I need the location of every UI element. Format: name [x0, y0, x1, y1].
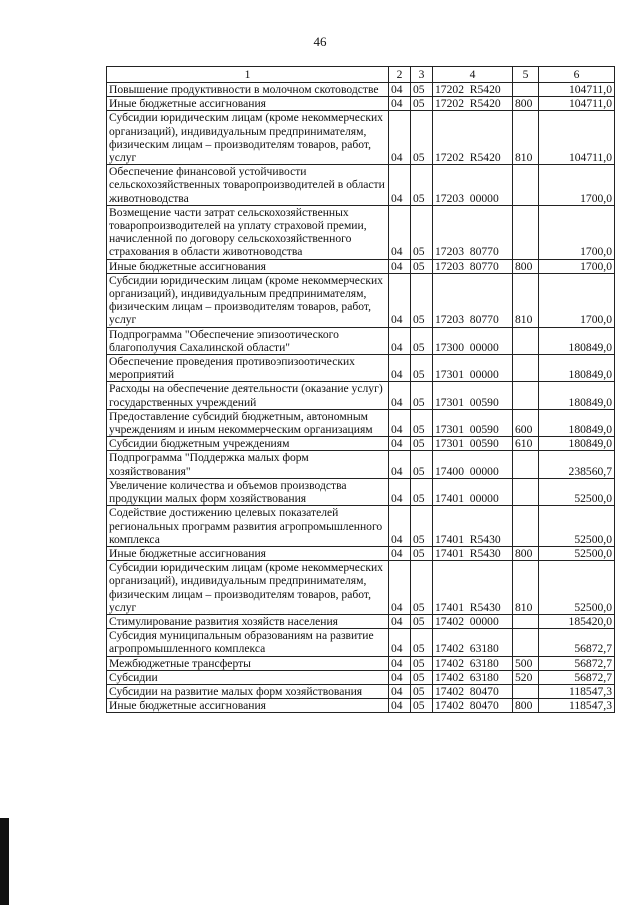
subsection-cell: 05: [411, 205, 433, 259]
section-cell: 04: [389, 684, 411, 698]
target-article-cell: 17203 80770: [433, 259, 513, 273]
expense-type-cell: [513, 629, 539, 656]
amount-cell: 52500,0: [539, 546, 615, 560]
table-row: [107, 546, 615, 560]
section-cell: 04: [389, 83, 411, 97]
target-article-cell: 17300 00000: [433, 327, 513, 354]
name-cell: Субсидии: [107, 670, 389, 684]
amount-cell: 1700,0: [539, 259, 615, 273]
table-row: [107, 656, 615, 670]
amount-cell: 56872,7: [539, 656, 615, 670]
budget-table: [106, 66, 615, 713]
name-cell: Субсидии бюджетным учреждениям: [107, 437, 389, 451]
table-row: [107, 506, 615, 547]
table-row: [107, 684, 615, 698]
table-row: [107, 165, 615, 206]
name-cell: Содействие достижению целевых показателей региональных программ развития агропромышленного комплекса: [107, 506, 389, 547]
target-article-cell: 17402 80470: [433, 699, 513, 713]
section-cell: 04: [389, 670, 411, 684]
table-row: [107, 355, 615, 382]
section-cell: 04: [389, 259, 411, 273]
section-cell: 04: [389, 699, 411, 713]
subsection-cell: 05: [411, 478, 433, 505]
section-cell: 04: [389, 506, 411, 547]
column-header-6: 6: [539, 67, 615, 83]
target-article-cell: 17401 00000: [433, 478, 513, 505]
table-row: [107, 259, 615, 273]
section-cell: 04: [389, 97, 411, 111]
name-cell: Субсидии юридическим лицам (кроме некоммерческих организаций), индивидуальным предпринимателям, физическим лицам – производителям товаров, работ, услуг: [107, 111, 389, 165]
expense-type-cell: 810: [513, 561, 539, 615]
section-cell: 04: [389, 546, 411, 560]
name-cell: Иные бюджетные ассигнования: [107, 699, 389, 713]
amount-cell: 1700,0: [539, 273, 615, 327]
target-article-cell: 17301 00590: [433, 382, 513, 409]
amount-cell: 56872,7: [539, 670, 615, 684]
table-body: [107, 83, 615, 713]
section-cell: 04: [389, 656, 411, 670]
expense-type-cell: [513, 205, 539, 259]
amount-cell: 52500,0: [539, 478, 615, 505]
target-article-cell: 17401 R5430: [433, 561, 513, 615]
subsection-cell: 05: [411, 656, 433, 670]
name-cell: Субсидия муниципальным образованиям на развитие агропромышленного комплекса: [107, 629, 389, 656]
name-cell: Обеспечение финансовой устойчивости сельскохозяйственных товаропроизводителей в области животноводства: [107, 165, 389, 206]
expense-type-cell: [513, 83, 539, 97]
table-row: [107, 670, 615, 684]
section-cell: 04: [389, 437, 411, 451]
subsection-cell: 05: [411, 451, 433, 478]
expense-type-cell: 800: [513, 97, 539, 111]
target-article-cell: 17401 R5430: [433, 506, 513, 547]
name-cell: Межбюджетные трансферты: [107, 656, 389, 670]
subsection-cell: 05: [411, 614, 433, 628]
expense-type-cell: 810: [513, 273, 539, 327]
table-row: [107, 327, 615, 354]
table-row: [107, 451, 615, 478]
amount-cell: 104711,0: [539, 83, 615, 97]
amount-cell: 180849,0: [539, 327, 615, 354]
section-cell: 04: [389, 409, 411, 436]
subsection-cell: 05: [411, 382, 433, 409]
subsection-cell: 05: [411, 506, 433, 547]
expense-type-cell: 800: [513, 546, 539, 560]
section-cell: 04: [389, 111, 411, 165]
subsection-cell: 05: [411, 437, 433, 451]
amount-cell: 118547,3: [539, 699, 615, 713]
expense-type-cell: 800: [513, 699, 539, 713]
name-cell: Субсидии юридическим лицам (кроме некоммерческих организаций), индивидуальным предпринимателям, физическим лицам – производителям товаров, работ, услуг: [107, 561, 389, 615]
table-row: [107, 111, 615, 165]
margin-scan-mark: [0, 818, 9, 905]
expense-type-cell: 520: [513, 670, 539, 684]
table-row: [107, 205, 615, 259]
expense-type-cell: [513, 684, 539, 698]
amount-cell: 180849,0: [539, 382, 615, 409]
name-cell: Иные бюджетные ассигнования: [107, 259, 389, 273]
section-cell: 04: [389, 273, 411, 327]
amount-cell: 1700,0: [539, 205, 615, 259]
expense-type-cell: [513, 451, 539, 478]
name-cell: Возмещение части затрат сельскохозяйственных товаропроизводителей на уплату страховой премии, начисленной по договору сельскохозяйственного страхования в области животноводства: [107, 205, 389, 259]
target-article-cell: 17400 00000: [433, 451, 513, 478]
expense-type-cell: 610: [513, 437, 539, 451]
expense-type-cell: [513, 478, 539, 505]
name-cell: Стимулирование развития хозяйств населения: [107, 614, 389, 628]
expense-type-cell: [513, 382, 539, 409]
target-article-cell: 17202 R5420: [433, 97, 513, 111]
amount-cell: 180849,0: [539, 355, 615, 382]
target-article-cell: 17203 80770: [433, 273, 513, 327]
subsection-cell: 05: [411, 259, 433, 273]
section-cell: 04: [389, 382, 411, 409]
amount-cell: 52500,0: [539, 506, 615, 547]
name-cell: Подпрограмма "Обеспечение эпизоотического благополучия Сахалинской области": [107, 327, 389, 354]
section-cell: 04: [389, 629, 411, 656]
table-row: [107, 478, 615, 505]
expense-type-cell: [513, 355, 539, 382]
expense-type-cell: 810: [513, 111, 539, 165]
table-row: [107, 437, 615, 451]
target-article-cell: 17301 00590: [433, 409, 513, 436]
section-cell: 04: [389, 327, 411, 354]
amount-cell: 180849,0: [539, 437, 615, 451]
table-row: [107, 629, 615, 656]
section-cell: 04: [389, 355, 411, 382]
target-article-cell: 17301 00590: [433, 437, 513, 451]
name-cell: Повышение продуктивности в молочном скотоводстве: [107, 83, 389, 97]
name-cell: Иные бюджетные ассигнования: [107, 546, 389, 560]
target-article-cell: 17402 80470: [433, 684, 513, 698]
expense-type-cell: 600: [513, 409, 539, 436]
section-cell: 04: [389, 451, 411, 478]
amount-cell: 56872,7: [539, 629, 615, 656]
table-row: [107, 561, 615, 615]
expense-type-cell: [513, 327, 539, 354]
column-header-1: 1: [107, 67, 389, 83]
subsection-cell: 05: [411, 165, 433, 206]
subsection-cell: 05: [411, 273, 433, 327]
amount-cell: 104711,0: [539, 111, 615, 165]
page-number: 46: [313, 34, 327, 49]
subsection-cell: 05: [411, 546, 433, 560]
subsection-cell: 05: [411, 699, 433, 713]
table-row: [107, 83, 615, 97]
target-article-cell: 17202 R5420: [433, 83, 513, 97]
column-header-3: 3: [411, 67, 433, 83]
table-row: [107, 97, 615, 111]
section-cell: 04: [389, 478, 411, 505]
amount-cell: 52500,0: [539, 561, 615, 615]
expense-type-cell: 500: [513, 656, 539, 670]
subsection-cell: 05: [411, 670, 433, 684]
subsection-cell: 05: [411, 629, 433, 656]
column-header-5: 5: [513, 67, 539, 83]
subsection-cell: 05: [411, 684, 433, 698]
amount-cell: 118547,3: [539, 684, 615, 698]
expense-type-cell: [513, 506, 539, 547]
amount-cell: 238560,7: [539, 451, 615, 478]
subsection-cell: 05: [411, 409, 433, 436]
name-cell: Субсидии юридическим лицам (кроме некоммерческих организаций), индивидуальным предпринимателям, физическим лицам – производителям товаров, работ, услуг: [107, 273, 389, 327]
table-row: [107, 409, 615, 436]
amount-cell: 185420,0: [539, 614, 615, 628]
target-article-cell: 17402 63180: [433, 629, 513, 656]
expense-type-cell: 800: [513, 259, 539, 273]
name-cell: Иные бюджетные ассигнования: [107, 97, 389, 111]
target-article-cell: 17402 63180: [433, 656, 513, 670]
target-article-cell: 17203 00000: [433, 165, 513, 206]
subsection-cell: 05: [411, 83, 433, 97]
target-article-cell: 17402 00000: [433, 614, 513, 628]
target-article-cell: 17402 63180: [433, 670, 513, 684]
subsection-cell: 05: [411, 97, 433, 111]
name-cell: Обеспечение проведения противоэпизоотических мероприятий: [107, 355, 389, 382]
subsection-cell: 05: [411, 111, 433, 165]
section-cell: 04: [389, 561, 411, 615]
target-article-cell: 17401 R5430: [433, 546, 513, 560]
name-cell: Предоставление субсидий бюджетным, автономным учреждениям и иным некоммерческим организациям: [107, 409, 389, 436]
subsection-cell: 05: [411, 327, 433, 354]
subsection-cell: 05: [411, 355, 433, 382]
name-cell: Подпрограмма "Поддержка малых форм хозяйствования": [107, 451, 389, 478]
expense-type-cell: [513, 614, 539, 628]
expense-type-cell: [513, 165, 539, 206]
amount-cell: 180849,0: [539, 409, 615, 436]
column-header-4: 4: [433, 67, 513, 83]
column-header-2: 2: [389, 67, 411, 83]
name-cell: Расходы на обеспечение деятельности (оказание услуг) государственных учреждений: [107, 382, 389, 409]
section-cell: 04: [389, 165, 411, 206]
amount-cell: 104711,0: [539, 97, 615, 111]
section-cell: 04: [389, 614, 411, 628]
table-header-row: [107, 67, 615, 83]
table-row: [107, 699, 615, 713]
section-cell: 04: [389, 205, 411, 259]
name-cell: Увеличение количества и объемов производства продукции малых форм хозяйствования: [107, 478, 389, 505]
table-row: [107, 382, 615, 409]
subsection-cell: 05: [411, 561, 433, 615]
amount-cell: 1700,0: [539, 165, 615, 206]
name-cell: Субсидии на развитие малых форм хозяйствования: [107, 684, 389, 698]
table-row: [107, 614, 615, 628]
target-article-cell: 17202 R5420: [433, 111, 513, 165]
table-row: [107, 273, 615, 327]
target-article-cell: 17301 00000: [433, 355, 513, 382]
target-article-cell: 17203 80770: [433, 205, 513, 259]
